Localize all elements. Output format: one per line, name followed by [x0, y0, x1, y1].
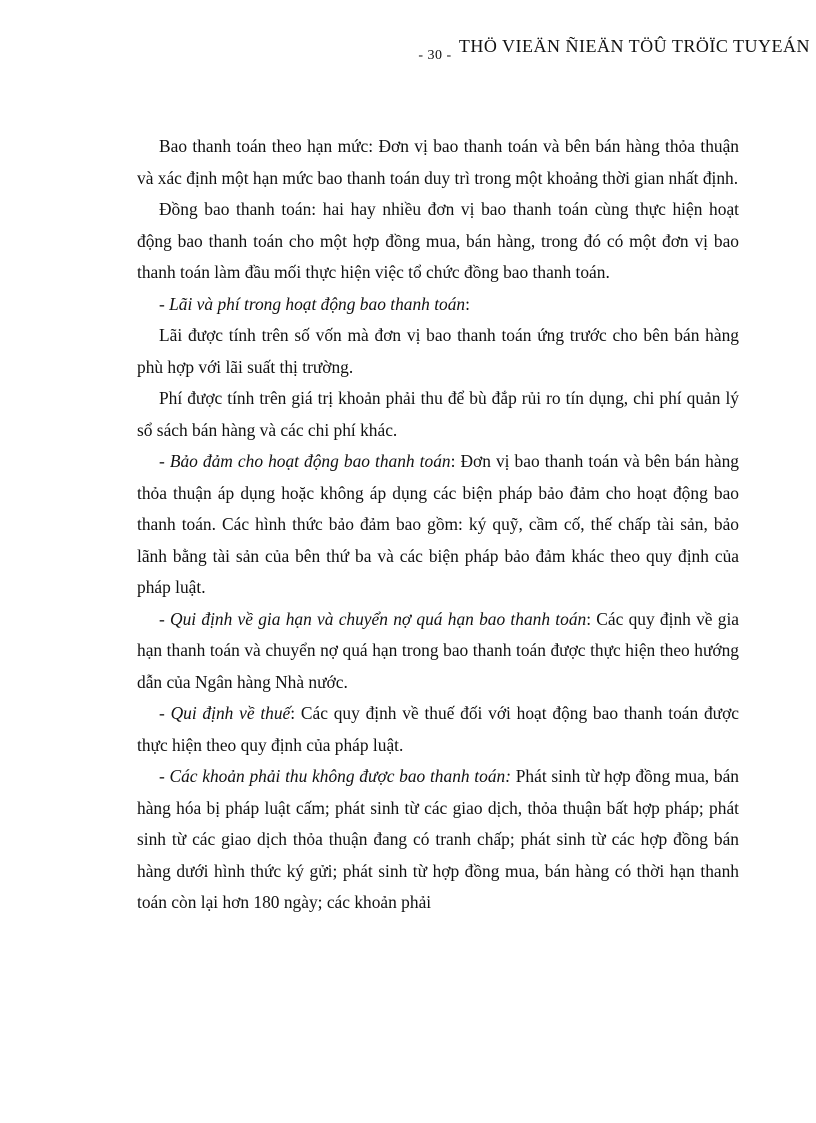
paragraph-lead: - Lãi và phí trong hoạt động bao thanh toán [159, 293, 466, 314]
paragraph-text: : Đơn vị bao thanh toán và bên bán hàng thỏa thuận áp dụng hoặc không áp dụng các biện pháp bảo đảm cho hoạt động bao thanh toán. Các hình thức bảo đảm bao gồm: ký quỹ, cầm cố, thế chấp tài sản, bảo lãnh bằng tài sản của bên thứ ba và các biện pháp bảo đảm khác theo quy định của pháp luật. [137, 451, 739, 597]
paragraph-text: Phí được tính trên giá trị khoản phải thu để bù đắp rủi ro tín dụng, chi phí quản lý sổ sách bán hàng và các chi phí khác. [137, 388, 739, 440]
library-header-title: THÖ VIEÄN ÑIEÄN TÖÛ TRÖÏC TUYEÁN [458, 36, 810, 56]
paragraph-tax [137, 698, 739, 761]
paragraph-text: : Các quy định về gia hạn thanh toán và chuyển nợ quá hạn trong bao thanh toán được thực hiện theo hướng dẫn của Ngân hàng Nhà nước. [137, 608, 739, 692]
paragraph-excluded-receivables [137, 761, 739, 919]
paragraph-text: Đồng bao thanh toán: hai hay nhiều đơn vị bao thanh toán cùng thực hiện hoạt động bao thanh toán cho một hợp đồng mua, bán hàng, trong đó có một đơn vị bao thanh toán làm đầu mối thực hiện việc tổ chức đồng bao thanh toán. [137, 199, 739, 282]
paragraph-co-factoring [137, 194, 739, 289]
paragraph-lead: - Các khoản phải thu không được bao thanh toán: [159, 766, 512, 786]
paragraph-lead: - Bảo đảm cho hoạt động bao thanh toán [159, 451, 451, 471]
paragraph-lead: - Qui định về gia hạn và chuyển nợ quá hạn bao thanh toán [159, 608, 587, 629]
paragraph-interest [137, 320, 739, 383]
paragraph-security [137, 446, 739, 604]
paragraph-extension-overdue [137, 604, 739, 699]
paragraph-interest-fees-heading [137, 289, 739, 321]
paragraph-text: : Các quy định về thuế đối với hoạt động bao thanh toán được thực hiện theo quy định của pháp luật. [137, 703, 739, 755]
paragraph-fees [137, 383, 739, 446]
paragraph-limit-factoring [137, 131, 739, 194]
document-body [137, 131, 739, 919]
paragraph-text: Phát sinh từ hợp đồng mua, bán hàng hóa bị pháp luật cấm; phát sinh từ các giao dịch, thỏa thuận bất hợp pháp; phát sinh từ các giao dịch thỏa thuận đang có tranh chấp; phát sinh từ các hợp đồng bán hàng dưới hình thức ký gửi; phát sinh từ hợp đồng mua, bán hàng có thời hạn thanh toán còn lại hơn 180 ngày; các khoản phải [137, 766, 739, 912]
paragraph-lead: - Qui định về thuế [159, 703, 291, 723]
page-number: - 30 - [418, 48, 452, 63]
paragraph-text: Lãi được tính trên số vốn mà đơn vị bao thanh toán ứng trước cho bên bán hàng phù hợp với lãi suất thị trường. [137, 325, 739, 377]
paragraph-text: : [465, 293, 470, 314]
paragraph-text: Bao thanh toán theo hạn mức: Đơn vị bao thanh toán và bên bán hàng thỏa thuận và xác định một hạn mức bao thanh toán duy trì trong một khoảng thời gian nhất định. [137, 136, 739, 188]
